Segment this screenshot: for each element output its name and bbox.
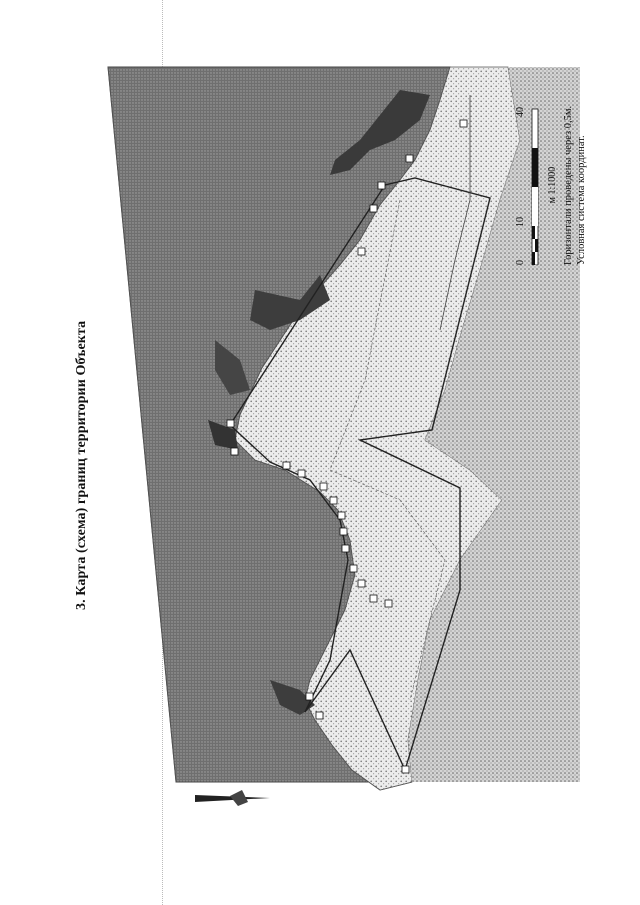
- boundary-point: [358, 248, 365, 255]
- boundary-point: [330, 497, 337, 504]
- boundary-point: [342, 545, 349, 552]
- boundary-point: [231, 448, 238, 455]
- scale-ticks: [515, 105, 527, 265]
- boundary-point: [340, 528, 347, 535]
- boundary-point: [350, 565, 357, 572]
- boundary-point: [358, 580, 365, 587]
- scale-tick-label: 0: [515, 260, 526, 265]
- boundary-point: [460, 120, 467, 127]
- boundary-point: [378, 182, 385, 189]
- boundary-point: [370, 595, 377, 602]
- boundary-point: [316, 712, 323, 719]
- scale-and-notes: [515, 105, 588, 265]
- boundary-point: [385, 600, 392, 607]
- boundary-point: [338, 512, 345, 519]
- north-arrow-icon: [195, 790, 270, 806]
- coords-note: Условная система координат.: [576, 135, 587, 265]
- contour-note: Горизонтали проведены через 0,5м.: [563, 105, 574, 265]
- boundary-point: [298, 470, 305, 477]
- page-title: 3. Карта (схема) границ территории Объекта: [74, 320, 89, 610]
- scale-tick-label: 40: [515, 107, 526, 117]
- boundary-point: [227, 420, 234, 427]
- boundary-point: [402, 766, 409, 773]
- scale-bar: [530, 105, 540, 265]
- boundary-point: [406, 155, 413, 162]
- boundary-point: [283, 462, 290, 469]
- scale-label: м 1:1000: [547, 166, 558, 204]
- boundary-point: [306, 693, 313, 700]
- boundary-point: [370, 205, 377, 212]
- scale-tick-label: 10: [515, 217, 526, 227]
- boundary-point: [320, 483, 327, 490]
